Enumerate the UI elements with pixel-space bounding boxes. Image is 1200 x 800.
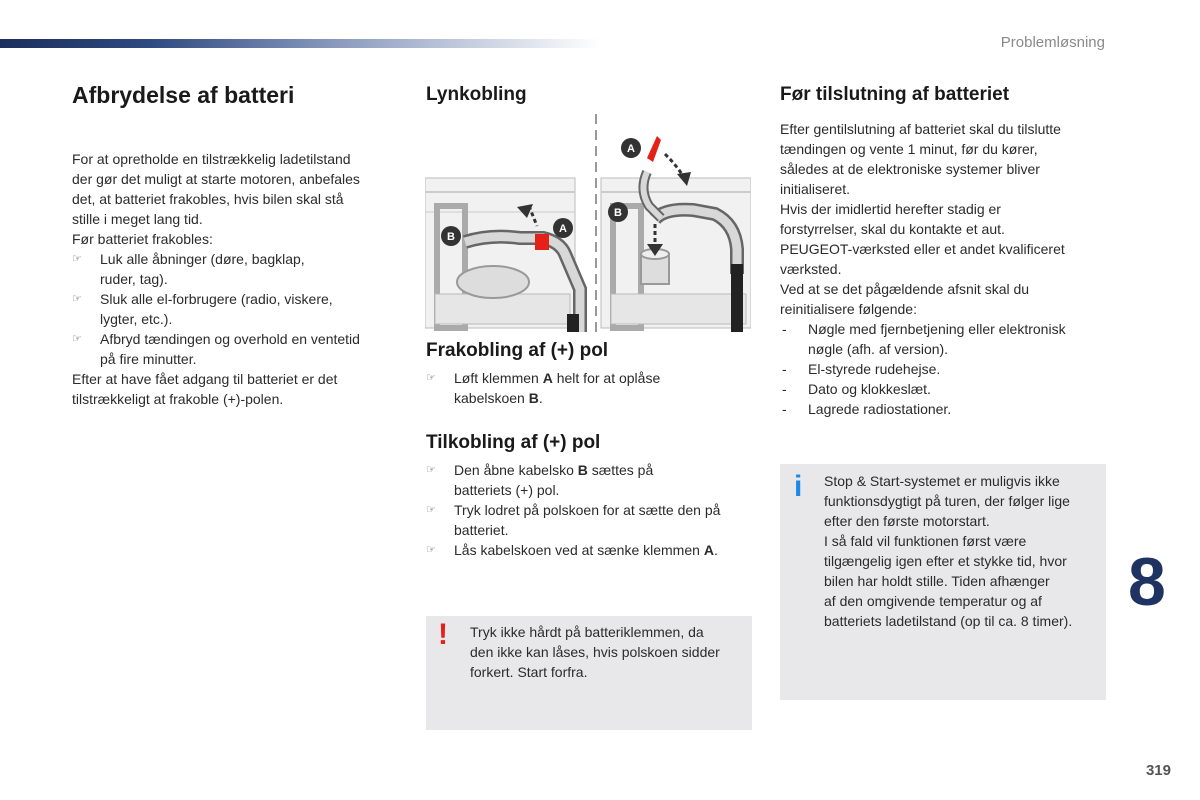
label-a: A xyxy=(627,143,635,155)
list-item xyxy=(426,540,752,560)
label-b: B xyxy=(614,207,622,219)
info-text xyxy=(824,471,1106,631)
dash-bullet: - xyxy=(782,401,787,417)
before-connect-heading: Før tilslutning af batteriet xyxy=(780,84,1010,105)
list-item-line: Nøgle med fjernbetjening eller elektronisk xyxy=(808,321,1066,337)
disconnect-heading: Frakobling af (+) pol xyxy=(426,340,609,361)
dash-bullet: - xyxy=(782,361,787,377)
list-item-line: lygter, etc.). xyxy=(100,311,173,327)
shoe-ref: B xyxy=(577,462,588,478)
col1-body xyxy=(72,149,392,409)
body-line: Efter gentilslutning af batteriet skal du tilslutte xyxy=(780,121,1061,137)
body-line: PEUGEOT-værksted eller et andet kvalificeret xyxy=(780,241,1065,257)
list-item xyxy=(72,329,392,369)
col3-body xyxy=(780,119,1110,419)
info-box xyxy=(780,464,1106,700)
hand-pointer-icon: ☞ xyxy=(426,544,436,556)
header-gradient-bar xyxy=(0,39,600,48)
text-span: Løft klemmen xyxy=(454,370,543,386)
list-item xyxy=(72,289,392,329)
warning-line: den ikke kan låses, hvis polskoen sidder xyxy=(470,644,720,660)
intro-line: det, at batteriet frakobles, hvis bilen skal stå xyxy=(72,191,344,207)
info-line: batteriets ladetilstand (op til ca. 8 timer). xyxy=(824,613,1073,629)
intro-line: der gør det muligt at starte motoren, anbefales xyxy=(72,171,360,187)
precaution-list xyxy=(72,249,392,369)
battery-clamp-illustration xyxy=(425,114,751,332)
body-line: forstyrrelser, skal du kontakte et aut. xyxy=(780,221,1005,237)
list-item-line: Luk alle åbninger (døre, bagklap, xyxy=(100,251,305,267)
list-item xyxy=(780,399,1110,419)
label-b: B xyxy=(447,231,455,243)
body-line: reinitialisere følgende: xyxy=(780,301,917,317)
warning-line: forkert. Start forfra. xyxy=(470,664,588,680)
list-item-line: El-styrede rudehejse. xyxy=(808,361,941,377)
text-span: helt for at oplåse xyxy=(552,370,661,386)
dash-bullet: - xyxy=(782,381,787,397)
disconnect-diagram xyxy=(425,114,596,332)
page-title: Afbrydelse af batteri xyxy=(72,82,295,108)
list-item-line: Lagrede radiostationer. xyxy=(808,401,952,417)
info-line: funktionsdygtigt på turen, der følger lige xyxy=(824,493,1070,509)
body-line: således at de elektroniske systemer bliver xyxy=(780,161,1040,177)
outro-line: tilstrækkeligt at frakoble (+)-polen. xyxy=(72,391,284,407)
list-item xyxy=(780,359,1110,379)
text-span: batteriets (+) pol. xyxy=(454,482,560,498)
text-span: batteriet. xyxy=(454,522,509,538)
outro-line: Efter at have fået adgang til batteriet er det xyxy=(72,371,338,387)
text-span: Lås kabelskoen ved at sænke klemmen xyxy=(454,542,704,558)
info-icon: i xyxy=(794,470,803,503)
list-item xyxy=(426,500,752,540)
list-item-line: Dato og klokkeslæt. xyxy=(808,381,931,397)
intro-line: For at opretholde en tilstrækkelig ladetilstand xyxy=(72,151,351,167)
warning-box xyxy=(426,616,752,730)
warning-line: Tryk ikke hårdt på batteriklemmen, da xyxy=(470,624,704,640)
clamp-ref: A xyxy=(542,370,553,386)
list-item xyxy=(780,379,1110,399)
connect-diagram xyxy=(601,136,751,332)
hand-pointer-icon: ☞ xyxy=(426,464,436,476)
list-item xyxy=(780,319,1110,359)
text-span: sættes på xyxy=(587,462,654,478)
list-item-line: på fire minutter. xyxy=(100,351,197,367)
hand-pointer-icon: ☞ xyxy=(72,333,82,345)
body-line: initialiseret. xyxy=(780,181,851,197)
text-span: kabelskoen xyxy=(454,390,529,406)
text-span: Den åbne kabelsko xyxy=(454,462,578,478)
label-a: A xyxy=(559,223,567,235)
chapter-number: 8 xyxy=(1128,544,1166,620)
list-item-line: ruder, tag). xyxy=(100,271,168,287)
info-line: efter den første motorstart. xyxy=(824,513,990,529)
warning-text xyxy=(470,622,750,682)
list-item xyxy=(72,249,392,289)
list-item-line: nøgle (afh. af version). xyxy=(808,341,949,357)
body-line: Hvis der imidlertid herefter stadig er xyxy=(780,201,1001,217)
disconnect-body xyxy=(426,368,746,408)
shoe-ref: B xyxy=(528,390,539,406)
body-line: tændingen og vente 1 minut, før du kører, xyxy=(780,141,1038,157)
list-item xyxy=(426,460,752,500)
intro-line: stille i meget lang tid. xyxy=(72,211,203,227)
info-line: tilgængelig igen efter et stykke tid, hvor xyxy=(824,553,1067,569)
list-item xyxy=(426,368,746,408)
dash-bullet: - xyxy=(782,321,787,337)
hand-pointer-icon: ☞ xyxy=(72,253,82,265)
section-label: Problemløsning xyxy=(1000,34,1105,51)
hand-pointer-icon: ☞ xyxy=(426,504,436,516)
text-span: . xyxy=(713,542,718,558)
hand-pointer-icon: ☞ xyxy=(426,372,436,384)
body-line: værksted. xyxy=(780,261,842,277)
quick-connect-heading: Lynkobling xyxy=(426,84,527,105)
intro-line: Før batteriet frakobles: xyxy=(72,231,213,247)
info-line: af den omgivende temperatur og af xyxy=(824,593,1042,609)
connect-body xyxy=(426,460,752,560)
connect-heading: Tilkobling af (+) pol xyxy=(426,432,601,453)
reinit-list xyxy=(780,319,1110,419)
text-span: . xyxy=(538,390,543,406)
warning-icon: ! xyxy=(438,618,448,651)
hand-pointer-icon: ☞ xyxy=(72,293,82,305)
page-number: 319 xyxy=(1145,762,1171,779)
info-line: Stop & Start-systemet er muligvis ikke xyxy=(824,473,1060,489)
info-line: bilen har holdt stille. Tiden afhænger xyxy=(824,573,1050,589)
info-line: I så fald vil funktionen først være xyxy=(824,533,1027,549)
text-span: Tryk lodret på polskoen for at sætte den på xyxy=(454,502,721,518)
clamp-ref: A xyxy=(703,542,714,558)
list-item-line: Afbryd tændingen og overhold en ventetid xyxy=(100,331,360,347)
body-line: Ved at se det pågældende afsnit skal du xyxy=(780,281,1030,297)
list-item-line: Sluk alle el-forbrugere (radio, viskere, xyxy=(100,291,333,307)
